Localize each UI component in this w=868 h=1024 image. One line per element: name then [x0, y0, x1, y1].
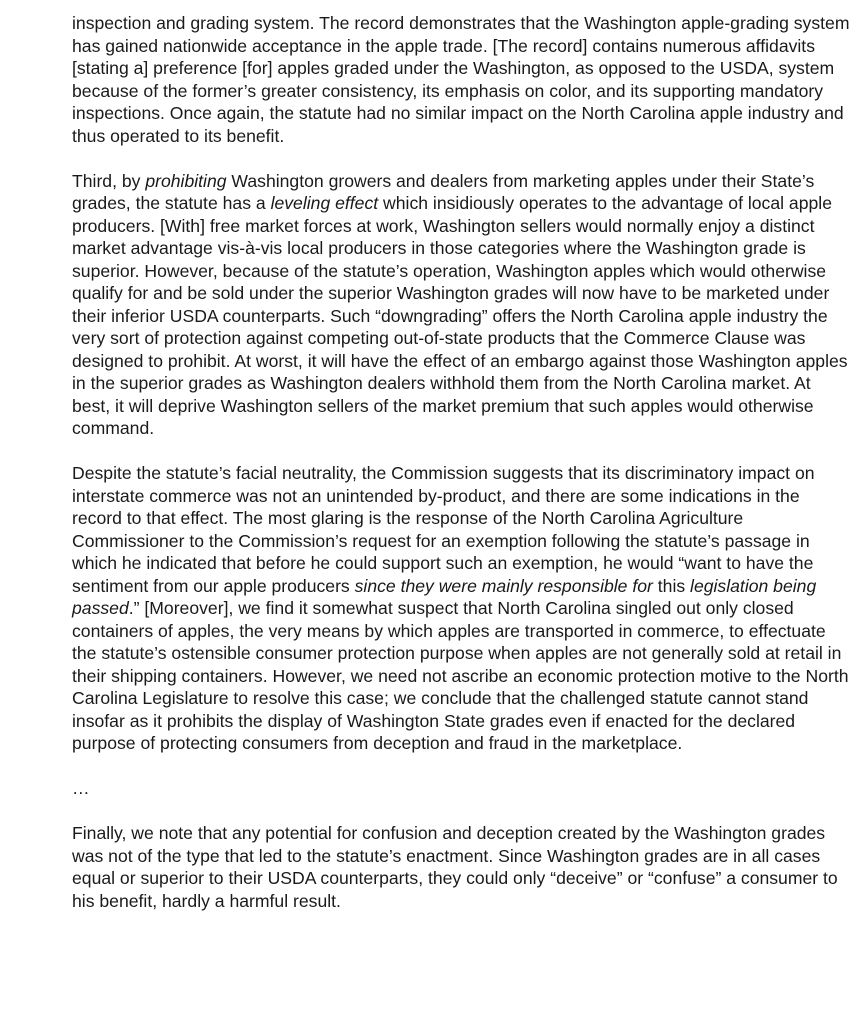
p2-text-e: which insidiously operates to the advantage of local apple producers. [With] free market forces at work, Washington sellers would normally enjoy a distinct market advantage vis-à-vis local producers in those categories where the Washington grade is superior. However, because of the statute’s operation, Washington apples which would otherwise qualify for and be sold under the superior Washington grades will now have to be marketed under their inferior USDA counterparts. Such “downgrading” offers the North Carolina apple industry the very sort of protection against competing out-of-state products that the Commerce Clause was designed to prohibit. At worst, it will have the effect of an embargo against those Washington apples in the superior grades as Washington dealers withhold them from the North Carolina market. At best, it will deprive Washington sellers of the market premium that such apples would otherwise command. [72, 193, 848, 438]
p2-emphasis-leveling-effect: leveling effect [270, 193, 379, 213]
p3-text-e: .” [Moreover], we find it somewhat suspect that North Carolina singled out only closed containers of apples, the very means by which apples are transported in commerce, to effectuate the statute’s ostensible consumer protection purpose when apples are not generally sold at retail in their shipping containers. However, we need not ascribe an economic protection motive to the North Carolina Legislature to resolve this case; we conclude that the challenged statute cannot stand insofar as it prohibits the display of Washington State grades even if enacted for the declared purpose of protecting consumers from deception and fraud in the marketplace. [72, 598, 849, 753]
p3-emphasis-since-responsible: since they were mainly responsible for [354, 575, 653, 596]
p2-emphasis-prohibiting: prohibiting [145, 170, 227, 191]
paragraph-gap [72, 755, 852, 778]
document-page [72, 12, 852, 912]
p2-text-a: Third, by [72, 170, 146, 191]
p3-text-a: Despite the statute’s facial neutrality, the Commission suggests that its discriminatory impact on interstate commerce was not an unintended by-product, and there are some indications in the record to that effect. The most glaring is the response of the North Carolina Agriculture Commissioner to the Commission’s request for an exemption following the statute’s passage in which he indicated that before he could support such an exemption, he would “want to have the sentiment from our apple producers [72, 463, 815, 596]
ellipsis: … [72, 778, 90, 798]
p2-text-c: Washington growers and dealers from marketing apples under their State’s grades, the statute has a [72, 170, 815, 213]
p3-emphasis-legislation-passed: legislation being passed [72, 575, 817, 618]
paragraph-gap [72, 147, 852, 170]
paragraph-4: Finally, we note that any potential for confusion and deception created by the Washington grades was not of the type that led to the statute’s enactment. Since Washington grades are in all cases equal or superior to their USDA counterparts, they could only “deceive” or “confuse” a consumer to his benefit, hardly a harmful result. [72, 823, 838, 911]
paragraph-gap [72, 800, 852, 823]
paragraph-3 [72, 462, 852, 755]
p3-text-c: this [652, 575, 691, 596]
paragraph-1: inspection and grading system. The record demonstrates that the Washington apple-grading system has gained nationwide acceptance in the apple trade. [The record] contains numerous affidavits [stating a] preference [for] apples graded under the Washington, as opposed to the USDA, system because of the former’s greater consistency, its emphasis on color, and its supporting mandatory inspections. Once again, the statute had no similar impact on the North Carolina apple industry and thus operated to its benefit. [72, 13, 850, 146]
paragraph-gap [72, 440, 852, 463]
paragraph-2 [72, 170, 852, 440]
